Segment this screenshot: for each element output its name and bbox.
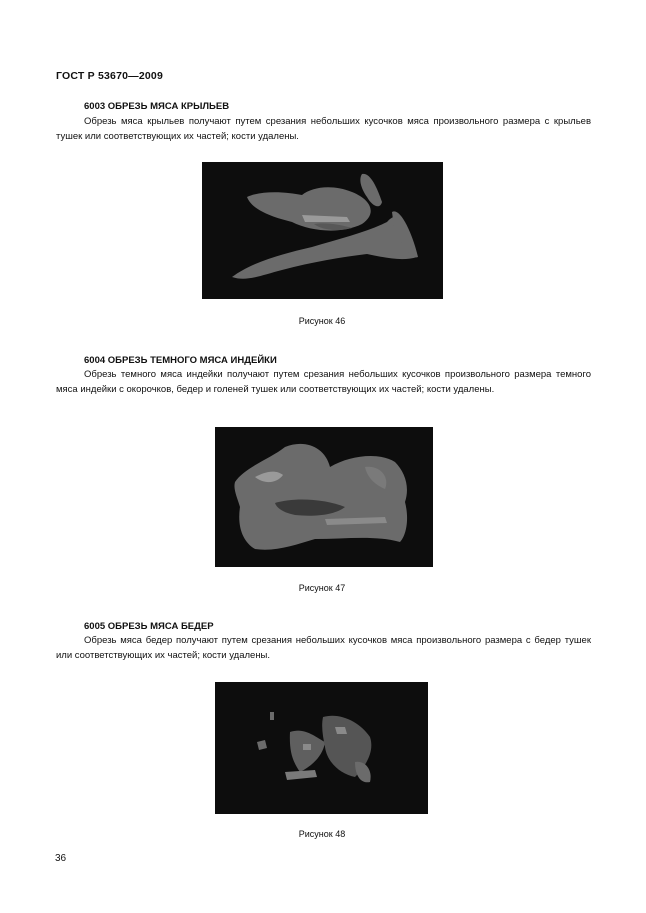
section-heading-6003: 6003 ОБРЕЗЬ МЯСА КРЫЛЬЕВ (84, 101, 230, 112)
figure-47-photo (215, 427, 433, 567)
section-text-6003: Обрезь мяса крыльев получают путем срезания небольших кусочков мяса произвольного размера с крыльев тушек или соответствующих их частей; кости удалены. (56, 116, 591, 142)
figure-48-photo (215, 682, 428, 814)
section-heading-6004: 6004 ОБРЕЗЬ ТЕМНОГО МЯСА ИНДЕЙКИ (84, 355, 277, 366)
wing-meat-trimmings-image (202, 162, 443, 299)
document-header-standard: ГОСТ Р 53670—2009 (56, 70, 164, 82)
section-text-6004: Обрезь темного мяса индейки получают путем срезания небольших кусочков произвольного размера темного мяса индейки с окорочков, бедер и голеней тушек или соответствующих их частей; кости удалены. (56, 369, 591, 395)
thigh-meat-trimmings-image (215, 682, 428, 814)
figure-46-photo (202, 162, 443, 299)
dark-turkey-meat-trimmings-image (215, 427, 433, 567)
page-number: 36 (55, 853, 67, 864)
section-heading-6005: 6005 ОБРЕЗЬ МЯСА БЕДЕР (84, 621, 214, 632)
figure-46-caption: Рисунок 46 (298, 316, 346, 326)
figure-48-caption: Рисунок 48 (298, 829, 346, 839)
section-text-6005: Обрезь мяса бедер получают путем срезания небольших кусочков мяса произвольного размера с бедер тушек или соответствующих их частей; кости удалены. (56, 635, 591, 661)
figure-47-caption: Рисунок 47 (298, 583, 346, 593)
